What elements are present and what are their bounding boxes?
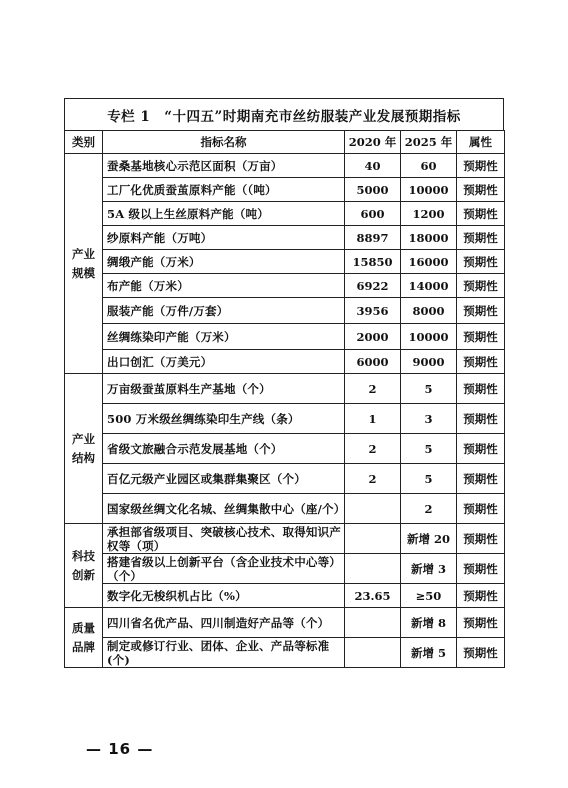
attribute-cell: 预期性 [457, 584, 505, 608]
indicator-table [64, 130, 505, 668]
name-cell: 百亿元级产业园区或集群集聚区（个） [103, 464, 345, 494]
indicator-table-container [64, 98, 504, 668]
attribute-cell: 预期性 [457, 374, 505, 404]
table-row [65, 178, 505, 202]
value-2025-cell: 16000 [401, 250, 457, 274]
value-2025-cell: 5 [401, 374, 457, 404]
attribute-cell: 预期性 [457, 494, 505, 524]
value-2020-cell: 5000 [345, 178, 401, 202]
value-2020-cell [345, 554, 401, 584]
name-cell: 承担部省级项目、突破核心技术、取得知识产权等（项） [103, 524, 345, 554]
value-2020-cell: 600 [345, 202, 401, 226]
page-number: — 16 — [86, 740, 154, 758]
table-row [65, 608, 505, 638]
value-2025-cell: 3 [401, 404, 457, 434]
attribute-cell: 预期性 [457, 226, 505, 250]
table-row [65, 298, 505, 324]
value-2020-cell: 23.65 [345, 584, 401, 608]
value-2020-cell: 2 [345, 434, 401, 464]
category-cell: 科技 创新 [65, 524, 103, 608]
value-2025-cell: 新增 20 [401, 524, 457, 554]
value-2025-cell: 2 [401, 494, 457, 524]
table-row [65, 250, 505, 274]
name-cell: 数字化无梭织机占比（%） [103, 584, 345, 608]
attribute-cell: 预期性 [457, 350, 505, 374]
value-2025-cell: 60 [401, 154, 457, 178]
value-2020-cell: 8897 [345, 226, 401, 250]
attribute-cell: 预期性 [457, 178, 505, 202]
name-cell: 省级文旅融合示范发展基地（个） [103, 434, 345, 464]
value-2020-cell: 2 [345, 374, 401, 404]
table-body [65, 154, 505, 668]
table-row [65, 324, 505, 350]
value-2020-cell: 1 [345, 404, 401, 434]
value-2025-cell: 5 [401, 434, 457, 464]
value-2025-cell: 新增 8 [401, 608, 457, 638]
table-row [65, 374, 505, 404]
name-cell: 出口创汇（万美元） [103, 350, 345, 374]
name-cell: 四川省名优产品、四川制造好产品等（个） [103, 608, 345, 638]
name-cell: 万亩级蚕茧原料生产基地（个） [103, 374, 345, 404]
name-cell: 工厂化优质蚕茧原料产能（（吨） [103, 178, 345, 202]
table-title: 专栏 1 “十四五”时期南充市丝纺服装产业发展预期指标 [64, 98, 504, 130]
value-2020-cell: 40 [345, 154, 401, 178]
value-2025-cell: 14000 [401, 274, 457, 298]
header-attribute: 属性 [457, 131, 505, 154]
attribute-cell: 预期性 [457, 324, 505, 350]
name-cell: 蚕桑基地核心示范区面积（万亩） [103, 154, 345, 178]
value-2020-cell: 6922 [345, 274, 401, 298]
table-row [65, 464, 505, 494]
header-2020: 2020 年 [345, 131, 401, 154]
attribute-cell: 预期性 [457, 608, 505, 638]
table-row [65, 404, 505, 434]
value-2025-cell: ≥50 [401, 584, 457, 608]
table-row [65, 226, 505, 250]
category-cell: 产业 规模 [65, 154, 103, 374]
category-cell: 产业 结构 [65, 374, 103, 524]
value-2025-cell: 新增 3 [401, 554, 457, 584]
table-row [65, 274, 505, 298]
header-category: 类别 [65, 131, 103, 154]
name-cell: 服装产能（万件/万套） [103, 298, 345, 324]
value-2020-cell [345, 638, 401, 668]
name-cell: 丝绸练染印产能（万米） [103, 324, 345, 350]
name-cell: 500 万米级丝绸练染印生产线（条） [103, 404, 345, 434]
value-2020-cell [345, 494, 401, 524]
name-cell: 搭建省级以上创新平台（含企业技术中心等）（个） [103, 554, 345, 584]
value-2020-cell [345, 524, 401, 554]
value-2025-cell: 5 [401, 464, 457, 494]
table-row [65, 434, 505, 464]
value-2025-cell: 18000 [401, 226, 457, 250]
attribute-cell: 预期性 [457, 154, 505, 178]
attribute-cell: 预期性 [457, 274, 505, 298]
value-2020-cell: 6000 [345, 350, 401, 374]
name-cell: 布产能（万米） [103, 274, 345, 298]
header-row [65, 131, 505, 154]
name-cell: 绸缎产能（万米） [103, 250, 345, 274]
value-2025-cell: 8000 [401, 298, 457, 324]
header-name: 指标名称 [103, 131, 345, 154]
name-cell: 5A 级以上生丝原料产能（吨） [103, 202, 345, 226]
value-2020-cell: 3956 [345, 298, 401, 324]
attribute-cell: 预期性 [457, 298, 505, 324]
table-row [65, 494, 505, 524]
category-cell: 质量 品牌 [65, 608, 103, 668]
attribute-cell: 预期性 [457, 638, 505, 668]
value-2020-cell: 2000 [345, 324, 401, 350]
name-cell: 纱原料产能（万吨） [103, 226, 345, 250]
table-row [65, 350, 505, 374]
name-cell: 国家级丝绸文化名城、丝绸集散中心（座/个） [103, 494, 345, 524]
value-2020-cell: 2 [345, 464, 401, 494]
table-row [65, 584, 505, 608]
table-row [65, 202, 505, 226]
name-cell: 制定或修订行业、团体、企业、产品等标准(个) [103, 638, 345, 668]
value-2020-cell: 15850 [345, 250, 401, 274]
attribute-cell: 预期性 [457, 524, 505, 554]
table-row [65, 638, 505, 668]
value-2025-cell: 10000 [401, 178, 457, 202]
table-row [65, 154, 505, 178]
value-2025-cell: 9000 [401, 350, 457, 374]
attribute-cell: 预期性 [457, 404, 505, 434]
header-2025: 2025 年 [401, 131, 457, 154]
value-2025-cell: 新增 5 [401, 638, 457, 668]
value-2025-cell: 10000 [401, 324, 457, 350]
attribute-cell: 预期性 [457, 434, 505, 464]
attribute-cell: 预期性 [457, 554, 505, 584]
table-row [65, 524, 505, 554]
attribute-cell: 预期性 [457, 202, 505, 226]
attribute-cell: 预期性 [457, 250, 505, 274]
value-2020-cell [345, 608, 401, 638]
value-2025-cell: 1200 [401, 202, 457, 226]
table-row [65, 554, 505, 584]
attribute-cell: 预期性 [457, 464, 505, 494]
